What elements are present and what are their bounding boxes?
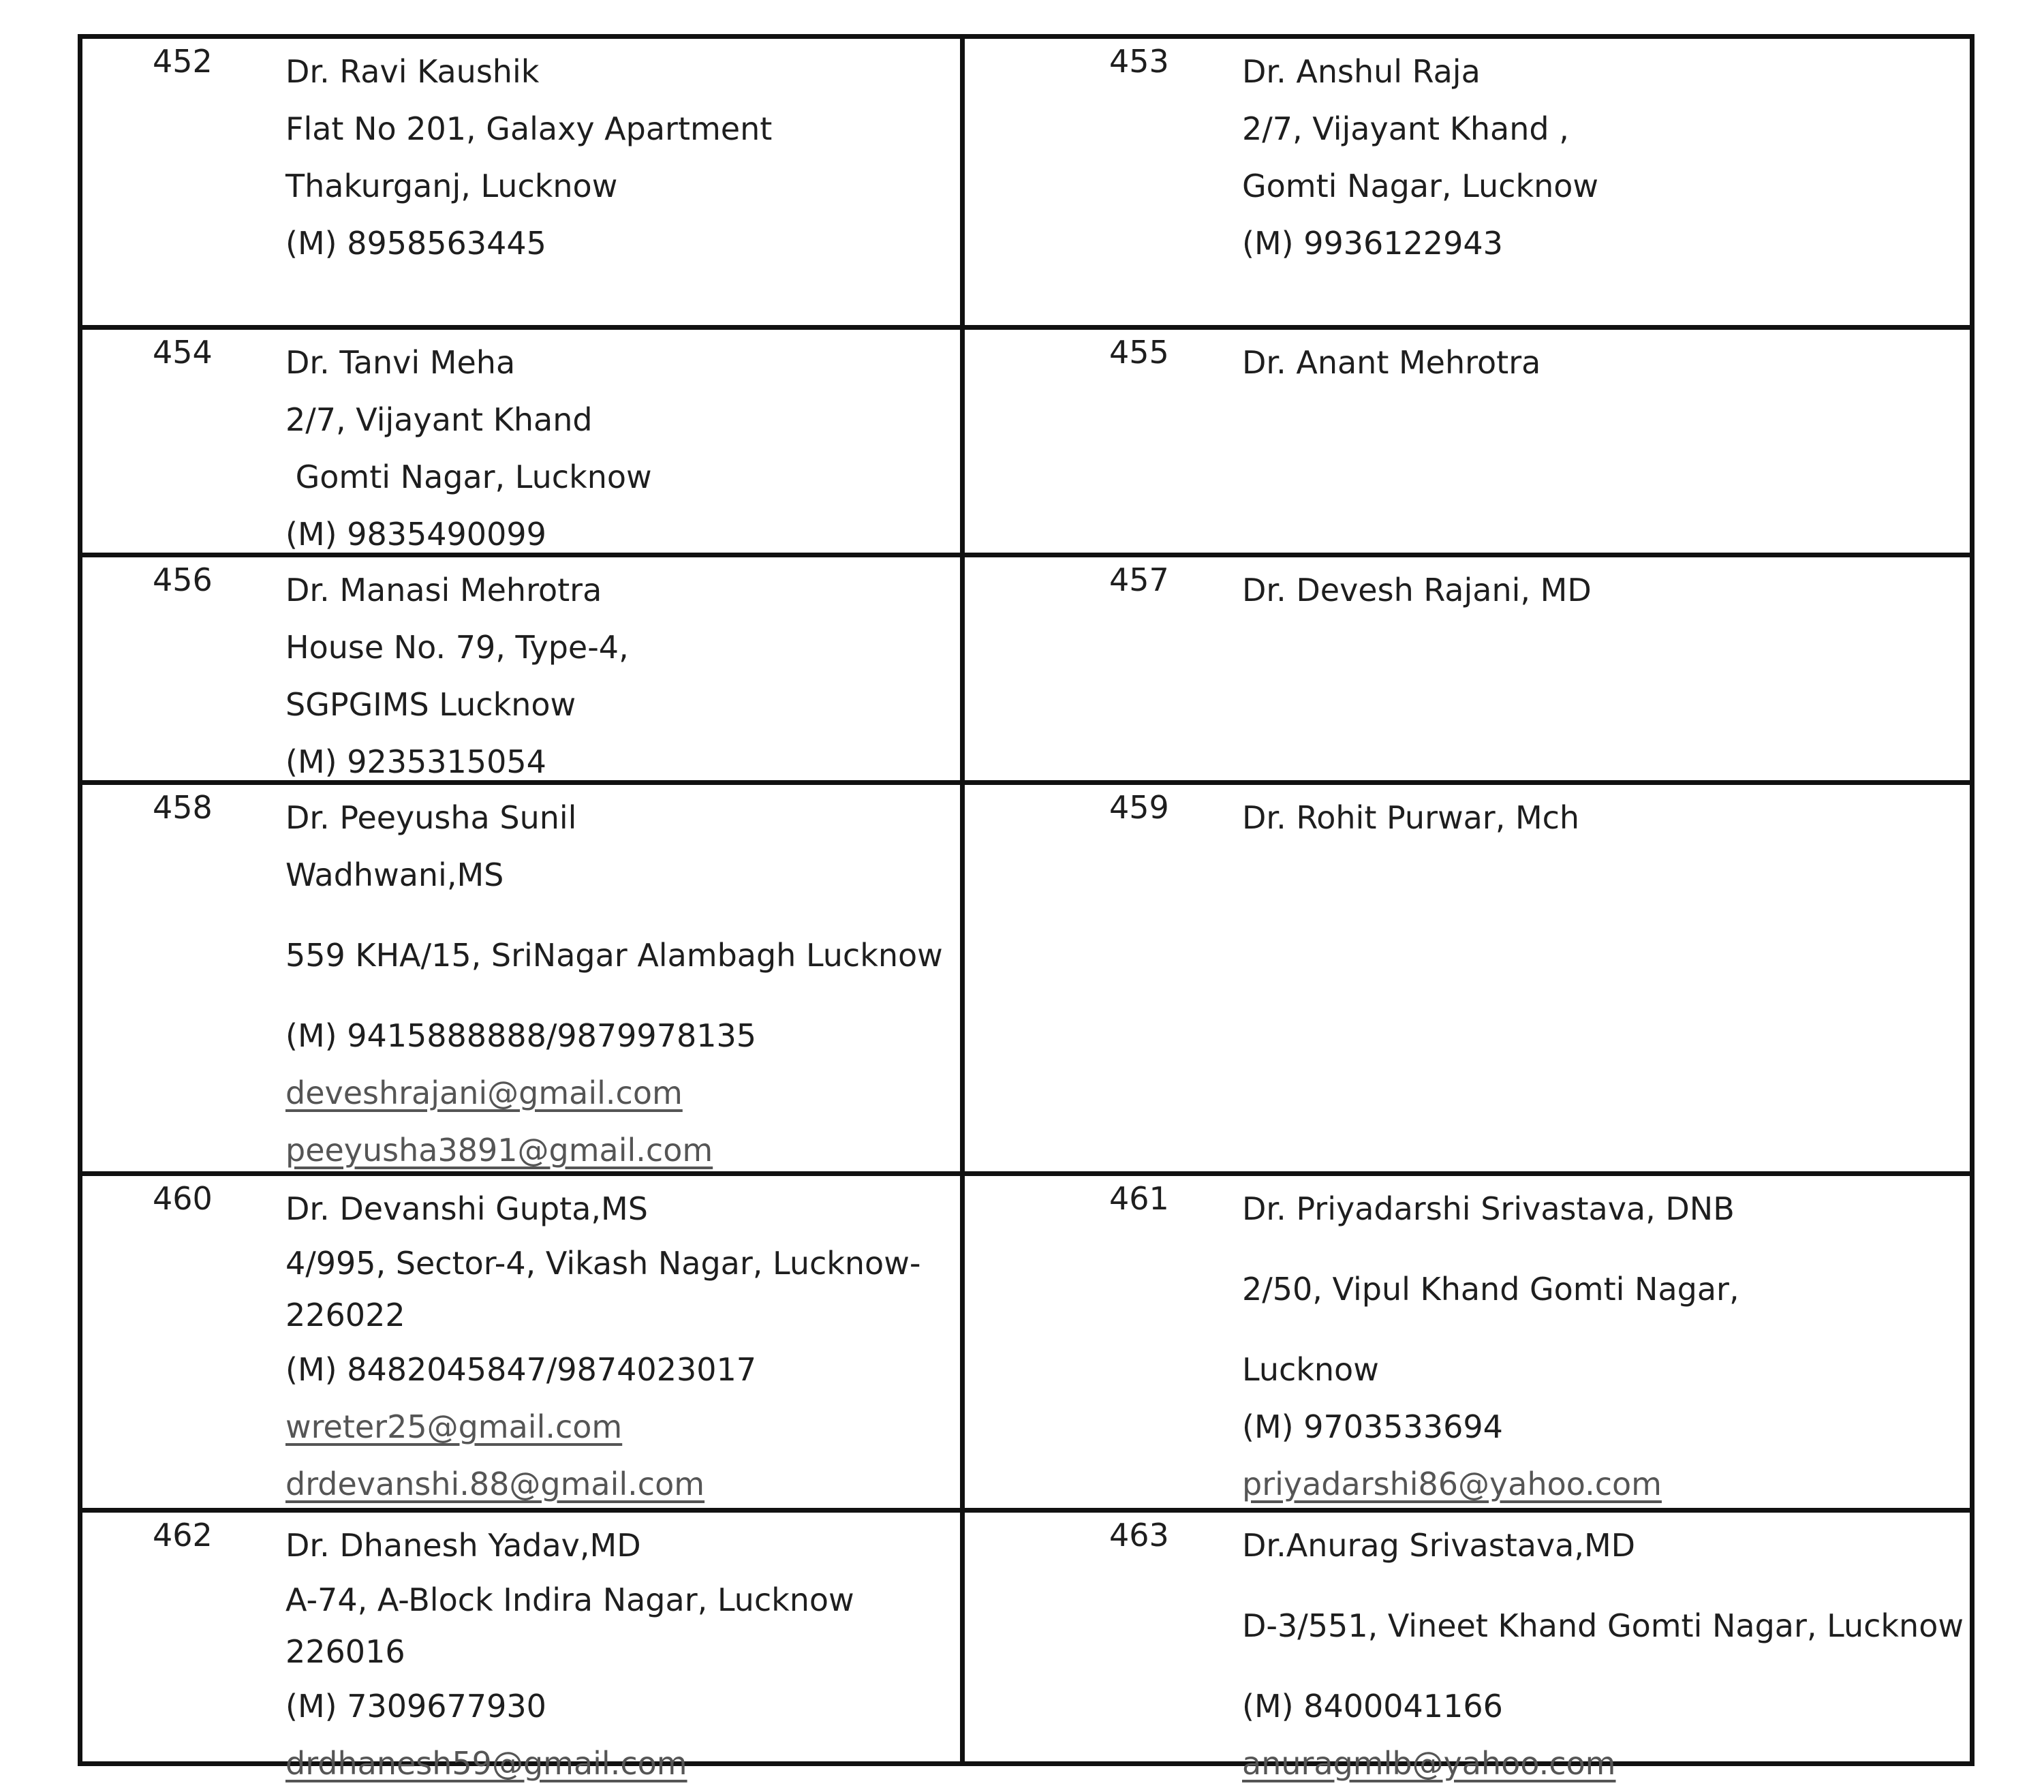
mobile-number: (M) 9235315054 — [285, 743, 546, 780]
mobile-number: (M) 9415888888/9879978135 — [285, 1017, 757, 1054]
mobile-number: (M) 8400041166 — [1242, 1688, 1503, 1725]
entry-cell — [965, 1176, 1970, 1508]
address-line: SGPGIMS Lucknow — [285, 686, 576, 723]
entry-number: 463 — [1109, 1517, 1169, 1554]
entry-cell — [965, 330, 1970, 553]
entry-cell — [82, 1176, 960, 1508]
doctor-name-cont: Wadhwani,MS — [285, 856, 504, 893]
entry-details — [1242, 334, 1956, 391]
address-line: Lucknow — [1242, 1351, 1379, 1388]
doctor-name: Dr. Peeyusha Sunil — [285, 799, 577, 836]
email-link[interactable]: deveshrajani@gmail.com — [285, 1075, 683, 1111]
entry-number: 458 — [153, 789, 213, 826]
doctor-name: Dr. Tanvi Meha — [285, 344, 516, 381]
address-line: Flat No 201, Galaxy Apartment — [285, 110, 773, 147]
doctor-name: Dr. Ravi Kaushik — [285, 53, 540, 90]
entry-cell — [965, 39, 1970, 325]
email-link[interactable]: wreter25@gmail.com — [285, 1408, 623, 1445]
entry-number: 459 — [1109, 789, 1169, 826]
entry-details — [1242, 1517, 1964, 1792]
address-line: House No. 79, Type-4, — [285, 629, 629, 666]
mobile-number: (M) 8958563445 — [285, 225, 546, 262]
entry-number: 460 — [153, 1180, 213, 1217]
address-line: A-74, A-Block Indira Nagar, Lucknow 226016 — [285, 1581, 854, 1670]
doctor-name: Dr. Devesh Rajani, MD — [1242, 572, 1592, 608]
table-row — [82, 39, 1970, 325]
entry-cell — [82, 330, 960, 553]
entry-cell — [82, 1513, 960, 1782]
entry-cell — [82, 39, 960, 325]
address-line: 2/7, Vijayant Khand , — [1242, 110, 1569, 147]
doctor-name: Dr. Devanshi Gupta,MS — [285, 1190, 648, 1227]
entry-number: 455 — [1109, 334, 1169, 371]
entry-number: 462 — [153, 1517, 213, 1554]
entry-details — [285, 561, 955, 790]
table-row — [82, 553, 1970, 780]
entry-details — [1242, 789, 1956, 846]
table-row — [82, 1508, 1970, 1782]
doctor-name: Dr. Manasi Mehrotra — [285, 572, 602, 608]
address-line: 559 KHA/15, SriNagar Alambagh Lucknow — [285, 937, 943, 974]
entry-details — [285, 1517, 955, 1792]
entry-details — [1242, 561, 1956, 619]
entry-details — [1242, 1180, 1956, 1513]
entry-number: 457 — [1109, 561, 1169, 598]
entry-number: 452 — [153, 43, 213, 80]
entry-number: 456 — [153, 561, 213, 598]
entry-details — [285, 43, 955, 272]
entry-number: 461 — [1109, 1180, 1169, 1217]
address-line: Thakurganj, Lucknow — [285, 168, 618, 204]
entry-details — [1242, 43, 1956, 272]
email-link[interactable]: priyadarshi86@yahoo.com — [1242, 1466, 1662, 1502]
entry-cell — [82, 785, 960, 1171]
doctor-name: Dr. Priyadarshi Srivastava, DNB — [1242, 1190, 1735, 1227]
address-line: Gomti Nagar, Lucknow — [285, 459, 652, 495]
doctor-name: Dr. Anant Mehrotra — [1242, 344, 1541, 381]
address-line: Gomti Nagar, Lucknow — [1242, 168, 1599, 204]
email-link[interactable]: drdevanshi.88@gmail.com — [285, 1466, 705, 1502]
doctor-name: Dr. Dhanesh Yadav,MD — [285, 1527, 641, 1564]
entry-details — [285, 334, 955, 563]
doctor-name: Dr. Rohit Purwar, Mch — [1242, 799, 1580, 836]
address-line: 2/7, Vijayant Khand — [285, 401, 593, 438]
entry-cell — [965, 1513, 1970, 1782]
entry-cell — [965, 785, 1970, 1171]
address-line: D-3/551, Vineet Khand Gomti Nagar, Lucknow — [1242, 1607, 1964, 1644]
mobile-number: (M) 9936122943 — [1242, 225, 1503, 262]
address-line: 4/995, Sector-4, Vikash Nagar, Lucknow-226022 — [285, 1245, 921, 1333]
email-link[interactable]: peeyusha3891@gmail.com — [285, 1132, 713, 1169]
mobile-number: (M) 9703533694 — [1242, 1408, 1503, 1445]
entry-cell — [965, 557, 1970, 780]
directory-table — [78, 34, 1975, 1782]
email-link[interactable]: anuragmlb@yahoo.com — [1242, 1745, 1616, 1782]
mobile-number: (M) 7309677930 — [285, 1688, 546, 1725]
mobile-number: (M) 8482045847/9874023017 — [285, 1351, 757, 1388]
doctor-name: Dr.Anurag Srivastava,MD — [1242, 1527, 1636, 1564]
table-row — [82, 780, 1970, 1171]
table-row — [82, 1171, 1970, 1508]
mobile-number: (M) 9835490099 — [285, 516, 546, 553]
entry-number: 454 — [153, 334, 213, 371]
entry-number: 453 — [1109, 43, 1169, 80]
email-link[interactable]: drdhanesh59@gmail.com — [285, 1745, 687, 1782]
doctor-name: Dr. Anshul Raja — [1242, 53, 1481, 90]
entry-details — [285, 1180, 955, 1513]
address-line: 2/50, Vipul Khand Gomti Nagar, — [1242, 1271, 1739, 1308]
entry-details — [285, 789, 955, 1179]
entry-cell — [82, 557, 960, 780]
table-row — [82, 325, 1970, 553]
